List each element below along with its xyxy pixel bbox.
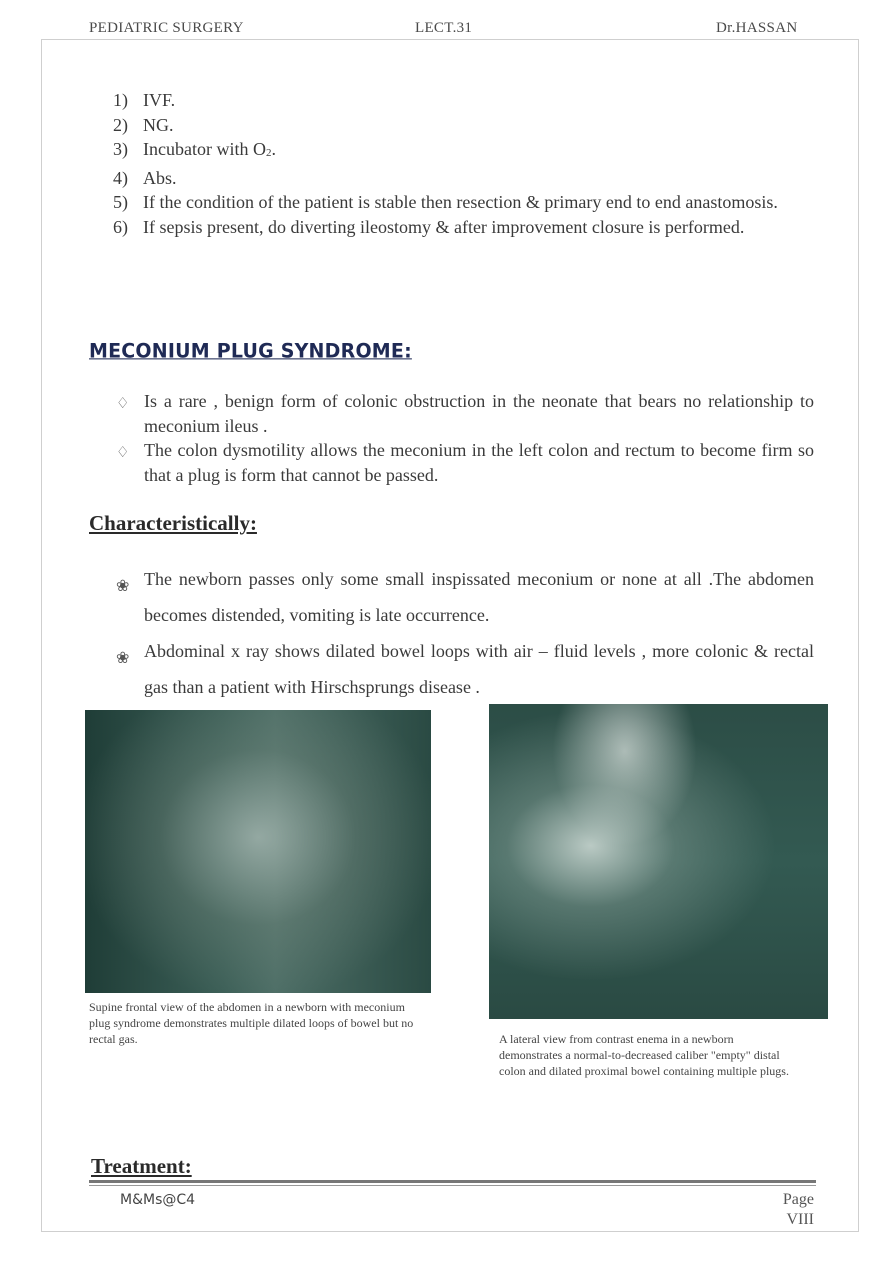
list-item: 4) Abs. [113, 167, 177, 188]
section-bullets [116, 389, 814, 487]
footer-divider [89, 1180, 816, 1183]
footer-divider-thin [89, 1185, 816, 1186]
list-item: 5) If the condition of the patient is stable then resection & primary end to end anastomosis. [113, 192, 778, 212]
section-title: MECONIUM PLUG SYNDROME: [89, 339, 412, 363]
flower-bullet-icon: ❀ [116, 578, 130, 595]
list-item: 3) Incubator with $O_2$. [113, 139, 276, 159]
flower-bullet-icon: ❀ [116, 650, 130, 667]
page-number: Page VIII [782, 1191, 814, 1228]
list-item: ♢ Is a rare , benign form of colonic obstruction in the neonate that bears no relationship to meconium ileus . [116, 389, 814, 438]
list-item: ♢ The colon dysmotility allows the meconium in the left colon and rectum to become firm so that a plug is form that cannot be passed. [116, 438, 814, 487]
treatment-heading: Treatment: [91, 1154, 192, 1178]
header-right: Dr.HASSAN [716, 20, 798, 36]
list-item: 6) If sepsis present, do diverting ileostomy & after improvement closure is performed. [113, 216, 745, 237]
list-item: 2) NG. [113, 114, 174, 135]
treatment-steps-list [113, 88, 813, 239]
bullet-icon: ♢ [116, 445, 130, 461]
list-item: ❀ Abdominal x ray shows dilated bowel loops with air – fluid levels , more colonic & rectal gas than a patient with Hirschsprungs disease . [116, 633, 814, 705]
xray-lateral-enema-image [489, 704, 828, 1019]
figure-caption-1: Supine frontal view of the abdomen in a newborn with meconium plug syndrome demonstrates multiple dilated loops of bowel but no rectal gas. [89, 1000, 414, 1046]
xray-frontal-image [85, 710, 431, 993]
list-item: 1) IVF. [113, 90, 176, 110]
header-center: LECT.31 [415, 20, 473, 36]
figure-caption-2: A lateral view from contrast enema in a newborn demonstrates a normal-to-decreased caliber "empty" distal colon and dilated proximal bowel containing multiple plugs. [499, 1032, 789, 1078]
bullet-icon: ♢ [116, 396, 130, 412]
characteristically-heading: Characteristically: [89, 511, 257, 535]
list-item: ❀ The newborn passes only some small inspissated meconium or none at all .The abdomen becomes distended, vomiting is late occurrence. [116, 561, 814, 633]
header-left: PEDIATRIC SURGERY [89, 20, 244, 36]
characteristics-bullets [116, 561, 814, 705]
footer-left: M&Ms@C4 [120, 1192, 196, 1208]
